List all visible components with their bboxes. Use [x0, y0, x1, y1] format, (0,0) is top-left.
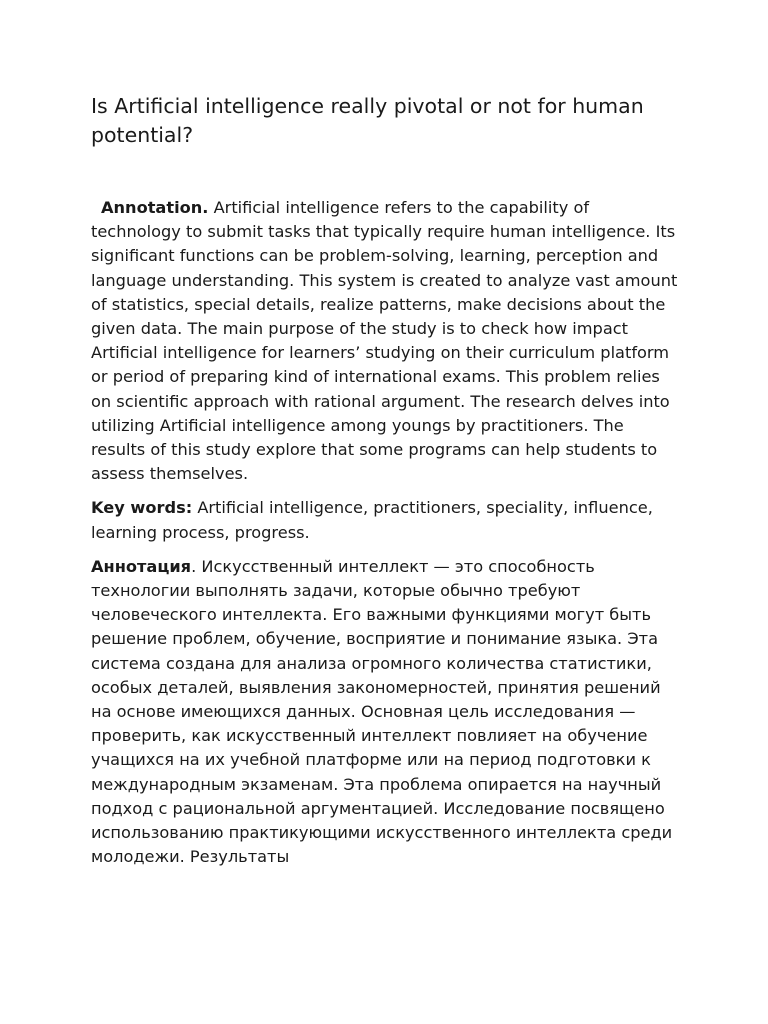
annotation-ru-text: . Искусственный интеллект — это способность технологии выполнять задачи, которые обычно требуют человеческого интеллекта. Его важными функциями могут быть решение проблем, обучение, восприятие и понимание языка. Эта система создана для анализа огромного количества статистики, особых деталей, выявления закономерностей, принятия решений на основе имеющихся данных. Основная цель исследования — проверить, как искусственный интеллект повлияет на обучение учащихся на их учебной платформе или на период подготовки к международным экзаменам. Эта проблема опирается на научный подход с рациональной аргументацией. Исследование посвящено использованию практикующими искусственного интеллекта среди молодежи. Результаты: [91, 556, 673, 867]
annotation-text: Artificial intelligence refers to the capability of technology to submit tasks that typically require human intelligence. Its significant functions can be problem-solving, learning, perception and language understanding. This system is created to analyze vast amount of statistics, special details, realize patterns, make decisions about the given data. The main purpose of the study is to check how impact Artificial intelligence for learners’ studying on their curriculum platform or period of preparing kind of international exams. This problem relies on scientific approach with rational argument. The research delves into utilizing Artificial intelligence among youngs by practitioners. The results of this study explore that some programs can help students to assess themselves.: [91, 198, 678, 484]
keywords-paragraph: [91, 496, 683, 544]
keywords-label: Key words:: [91, 498, 193, 518]
annotation-ru-label: Аннотация: [91, 556, 192, 576]
paper-title: Is Artificial intelligence really pivotal or not for human potential?: [91, 94, 644, 147]
annotation-label: Annotation.: [101, 198, 209, 217]
document-body: [91, 92, 683, 869]
annotation-english-paragraph: [91, 196, 683, 486]
annotation-russian-paragraph: [91, 555, 683, 870]
keywords-text: Artificial intelligence, practitioners, speciality, influence, learning process, progress.: [91, 498, 653, 542]
